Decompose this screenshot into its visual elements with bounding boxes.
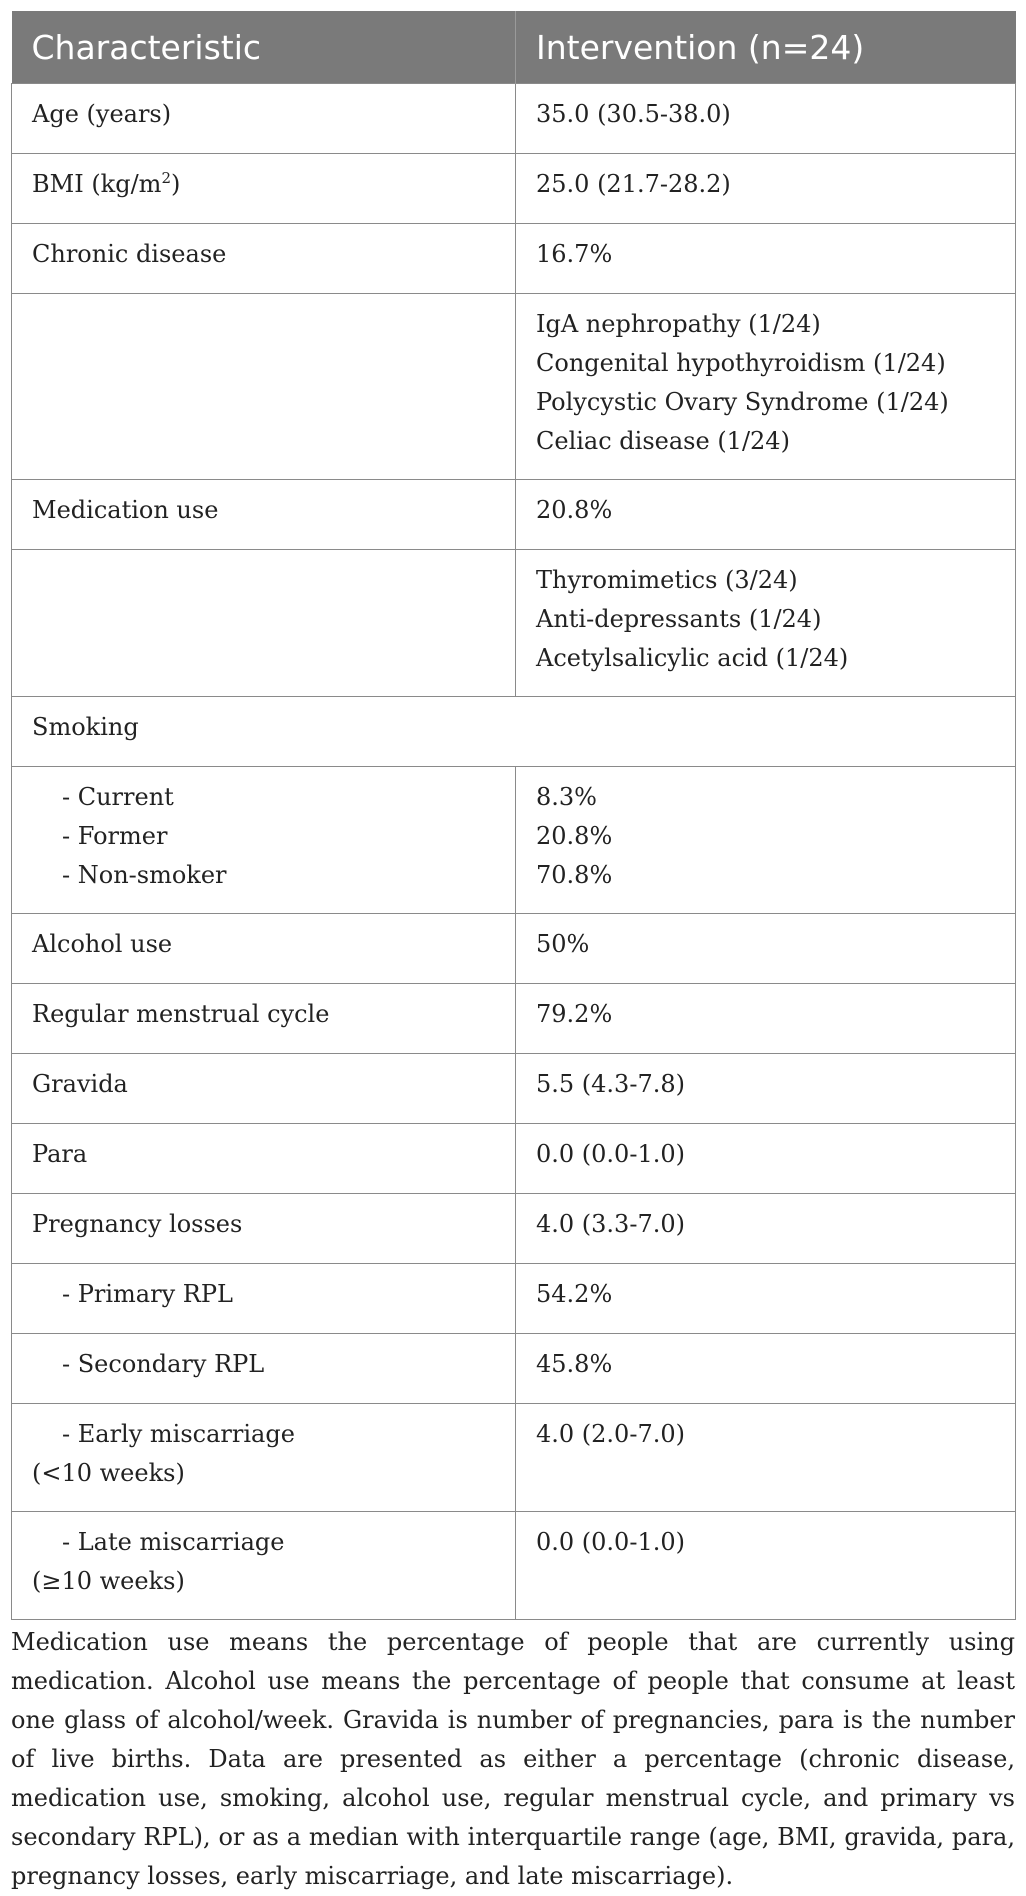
row-value-list (516, 294, 1016, 480)
row-label-empty (12, 550, 516, 697)
table-row-age (12, 84, 1016, 154)
table-row-primary-rpl (12, 1264, 1016, 1334)
table-row-late-miscarriage (12, 1512, 1016, 1620)
row-value-list (516, 767, 1016, 914)
row-label (12, 154, 516, 224)
list-item: Anti-depressants (1/24) (536, 605, 822, 633)
table-row-pregnancy-losses (12, 1194, 1016, 1264)
list-item: Congenital hypothyroidism (1/24) (536, 349, 946, 377)
row-label-empty (12, 294, 516, 480)
table-row-gravida (12, 1054, 1016, 1124)
smoking-nonsmoker-label: - Non-smoker (62, 861, 227, 889)
row-label: Age (years) (12, 84, 516, 154)
list-item: Thyromimetics (3/24) (536, 566, 798, 594)
row-value: 50% (516, 914, 1016, 984)
bmi-label-suffix: ) (170, 170, 181, 198)
row-label: Alcohol use (12, 914, 516, 984)
row-value: 0.0 (0.0-1.0) (516, 1124, 1016, 1194)
row-label-list (12, 767, 516, 914)
row-label (12, 1334, 516, 1404)
smoking-current-value: 8.3% (536, 783, 597, 811)
row-label: Gravida (12, 1054, 516, 1124)
row-label: Smoking (12, 697, 1016, 767)
smoking-former-value: 20.8% (536, 822, 613, 850)
smoking-nonsmoker-value: 70.8% (536, 861, 613, 889)
header-intervention: Intervention (n=24) (516, 11, 1016, 84)
characteristics-table (11, 11, 1016, 1620)
table-row-bmi (12, 154, 1016, 224)
row-value: 25.0 (21.7-28.2) (516, 154, 1016, 224)
bmi-label-sup: 2 (161, 169, 171, 187)
bmi-label-prefix: BMI (kg/m (32, 170, 162, 198)
list-item: Polycystic Ovary Syndrome (1/24) (536, 388, 949, 416)
row-value: 4.0 (3.3-7.0) (516, 1194, 1016, 1264)
header-characteristic: Characteristic (12, 11, 516, 84)
table-row-para (12, 1124, 1016, 1194)
table-row-smoking-sub (12, 767, 1016, 914)
table-row-medication-use (12, 480, 1016, 550)
row-value: 20.8% (516, 480, 1016, 550)
characteristics-table-container (11, 11, 1015, 1620)
row-label: Pregnancy losses (12, 1194, 516, 1264)
smoking-current-label: - Current (62, 783, 174, 811)
table-row-medication-list (12, 550, 1016, 697)
table-row-regular-cycle (12, 984, 1016, 1054)
row-label (12, 1404, 516, 1512)
table-footnote: Medication use means the percentage of people that are currently using medication. Alcohol use means the percentage of people that consume at least one glass of alcohol/week. Gravida is number of pregnancies, para is the number of live births. Data are presented as either a percentage (chronic disease, medication use, smoking, alcohol use, regular menstrual cycle, and primary vs secondary RPL), or as a median with interquartile range (age, BMI, gravida, para, pregnancy losses, early miscarriage, and late miscarriage). (11, 1628, 1015, 1890)
table-row-chronic-disease (12, 224, 1016, 294)
table-row-secondary-rpl (12, 1334, 1016, 1404)
late-miscarriage-qualifier: (≥10 weeks) (32, 1567, 185, 1595)
row-value: 5.5 (4.3-7.8) (516, 1054, 1016, 1124)
row-value: 16.7% (516, 224, 1016, 294)
early-miscarriage-label: - Early miscarriage (62, 1420, 295, 1448)
row-label: Chronic disease (12, 224, 516, 294)
table-row-chronic-disease-list (12, 294, 1016, 480)
row-label: Regular menstrual cycle (12, 984, 516, 1054)
row-label (12, 1264, 516, 1334)
list-item: Acetylsalicylic acid (1/24) (536, 644, 849, 672)
table-row-smoking (12, 697, 1016, 767)
primary-rpl-label: - Primary RPL (62, 1280, 233, 1308)
smoking-former-label: - Former (62, 822, 168, 850)
early-miscarriage-qualifier: (<10 weeks) (32, 1459, 185, 1487)
table-row-early-miscarriage (12, 1404, 1016, 1512)
late-miscarriage-label: - Late miscarriage (62, 1528, 285, 1556)
secondary-rpl-label: - Secondary RPL (62, 1350, 265, 1378)
row-value: 54.2% (516, 1264, 1016, 1334)
row-value: 79.2% (516, 984, 1016, 1054)
list-item: IgA nephropathy (1/24) (536, 310, 821, 338)
table-row-alcohol-use (12, 914, 1016, 984)
row-value: 4.0 (2.0-7.0) (516, 1404, 1016, 1512)
row-value: 35.0 (30.5-38.0) (516, 84, 1016, 154)
row-label (12, 1512, 516, 1620)
row-label: Para (12, 1124, 516, 1194)
row-value: 45.8% (516, 1334, 1016, 1404)
list-item: Celiac disease (1/24) (536, 427, 790, 455)
row-value-list (516, 550, 1016, 697)
row-label: Medication use (12, 480, 516, 550)
table-header-row (12, 11, 1016, 84)
row-value: 0.0 (0.0-1.0) (516, 1512, 1016, 1620)
